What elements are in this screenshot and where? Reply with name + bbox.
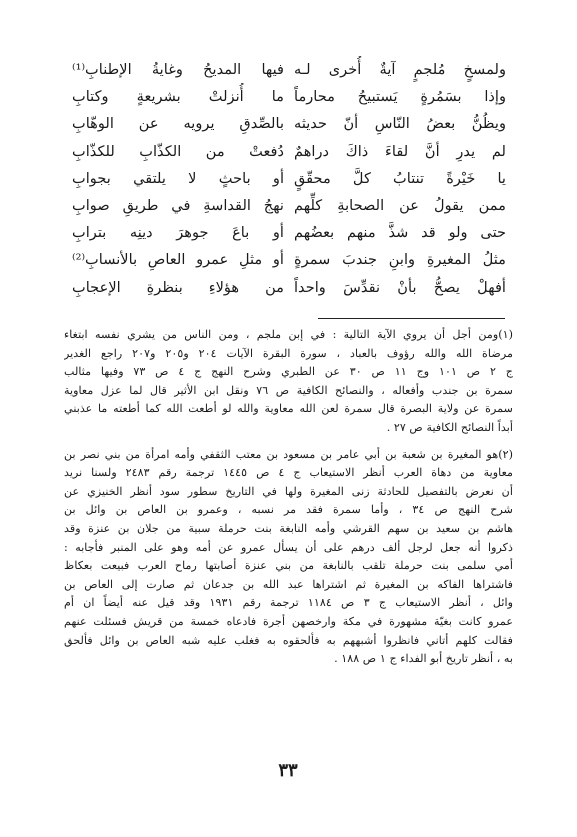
footnote-line: هاشم بن سعيد بن سهم القرشي وأمه النابغة بنت حرملة سبية من جلان بن عنزة وقد: [64, 521, 513, 535]
verse-second-hemistich: من هؤلاءِ بنظرةِ الإعجابِ: [72, 278, 284, 296]
footnote-1: [64, 326, 513, 438]
verse-second-hemistich: فيها المديحُ وغايةُ الإطنابِ⁽¹⁾: [72, 61, 284, 78]
footnote-line: سمرة بن جندب وأفعاله ، والنصائح الكافية ص ٧٦ ونقل ابن الأثير قال لما عزل معاوية: [64, 383, 513, 397]
verse-first-hemistich: حتى ولو قد شذَّ منهم بعضُهم: [294, 224, 506, 242]
verse-second-hemistich: نهجُ القداسةِ في طريقِ صوابِ: [72, 196, 284, 214]
footnote-divider: [318, 318, 505, 319]
poem-block: [72, 56, 506, 301]
footnote-line: وائل ، أنظر الاستيعاب ج ٣ ص ١١٨٤ ترجمة رقم ١٩٣١ وقد قيل عنه أيضاً ان أم: [64, 596, 513, 610]
footnote-line: (١)ومن أجل أن يروي الآية التالية : في إبن ملجم ، ومن الناس من يشري نفسه ابتغاء: [64, 328, 513, 341]
verse-second-hemistich: دُفعتْ من الكذّابِ للكذّابِ: [72, 142, 284, 160]
footnote-line: ذكروا أنه جعل لرجل ألف درهم على أن يسأل عمرو عن أمه وهو على المنبر فأجابه :: [64, 540, 513, 554]
footnote-line: أبداً النصائح الكافية ص ٢٧ .: [386, 420, 513, 434]
verse-first-hemistich: يا خَيْرةً تنتابُ كلَّ محقّقٍ: [294, 169, 506, 187]
footnote-line: ج ٢ ص ١٠١ وج ١١ ص ٣٠ عن الطبري وشرح النهج ج ٤ ص ٧٣ وفيها مثالب: [64, 365, 513, 379]
verse-first-hemistich: ويظُنُّ بعضُ النّاسِ أنّ حديثه: [294, 115, 506, 133]
verse-first-hemistich: ممن يقولُ عن الصحابةِ كلِّهم: [294, 196, 506, 214]
verse-first-hemistich: وإذا بسَمُرةٍ يَستبيحُ محارماً: [294, 88, 506, 106]
verse-second-hemistich: أو باحثٍ لا يلتقي بجوابِ: [72, 169, 284, 187]
footnote-line: سمرة عن ولاية البصرة قال سمرة لعن الله معاوية والله لو أطعت الله كما أطعته ما عذبني: [64, 402, 513, 416]
verse-first-hemistich: ولمسخٍ مُلجمٍ آيةٌ أُخرى لـه: [294, 61, 506, 78]
footnote-line: أن نعرض بالتفصيل للحادثة زنى المغيرة ولها في التاريخ سطور سود أنظر الخنيزي عن: [64, 484, 513, 498]
footnote-line: شرح النهج ص ٣٤ ، وأما سمرة فقد مر نسبه ، وعمرو بن العاص بن وائل بن: [64, 503, 513, 517]
footnote-line: به ، أنظر تاريخ أبو الفداء ج ١ ص ١٨٨ .: [334, 652, 513, 666]
verse-first-hemistich: مثلُ المغيرةِ وابنِ جندبَ سمرةٍ: [294, 251, 506, 269]
footnote-2: [64, 446, 513, 669]
footnote-line: فقالت كلهم أتاني فانظروا أشبههم به فألحقوه به فغلب عليه شبه العاص بن وائل فألحق: [64, 633, 513, 647]
footnote-line: معاوية من دهاة العرب أنظر الاستيعاب ج ٤ ص ١٤٤٥ ترجمة رقم ٢٤٨٣ ولسنا نريد: [64, 466, 513, 480]
footnote-line: أمي سلمى بنت حرملة تلقب بالنابغة من بني عنزة أصابتها رماح العرب فبيعت بعكاظ: [64, 559, 513, 573]
verse-second-hemistich: أو مثلِ عمرو العاصِ بالأنسابِ⁽²⁾: [72, 251, 284, 269]
page-number: ٣٣: [278, 760, 298, 781]
footnote-line: (٢)هو المغيرة بن شعبة بن أبي عامر بن مسعود بن معتب الثقفي وأمه امرأة من بني نصر بن: [64, 447, 513, 461]
footnote-line: عمرو كانت بغيّة مشهورة في مكة وارخصهن أجرة فادعاه خمسة من قريش فسئلت عنهم: [64, 614, 513, 628]
verse-first-hemistich: لم يدرِ أنَّ لقاءَ ذاكَ دراهمٌ: [294, 142, 506, 160]
verse-second-hemistich: بالصِّدقِ يرويه عن الوهّابِ: [72, 115, 284, 133]
verse-second-hemistich: ما أُنزلتْ بشريعةٍ وكتابِ: [72, 88, 284, 106]
verse-first-hemistich: أفهلْ يصحُّ بأنْ نقدِّسَ واحداً: [294, 278, 506, 296]
footnotes: [64, 326, 513, 677]
verse-second-hemistich: أو باعَ جوهرَ دينِه بترابِ: [72, 224, 284, 242]
footnote-line: مرضاة الله والله رؤوف بالعباد ، سورة البقرة الآيات ٢٠٤ و٢٠٥ و٢٠٧ راجع الغدير: [64, 346, 513, 360]
footnote-line: فاشتراها الفاكه بن المغيرة ثم اشتراها عبد الله بن جدعان ثم صارت إلى العاص بن: [64, 577, 513, 591]
